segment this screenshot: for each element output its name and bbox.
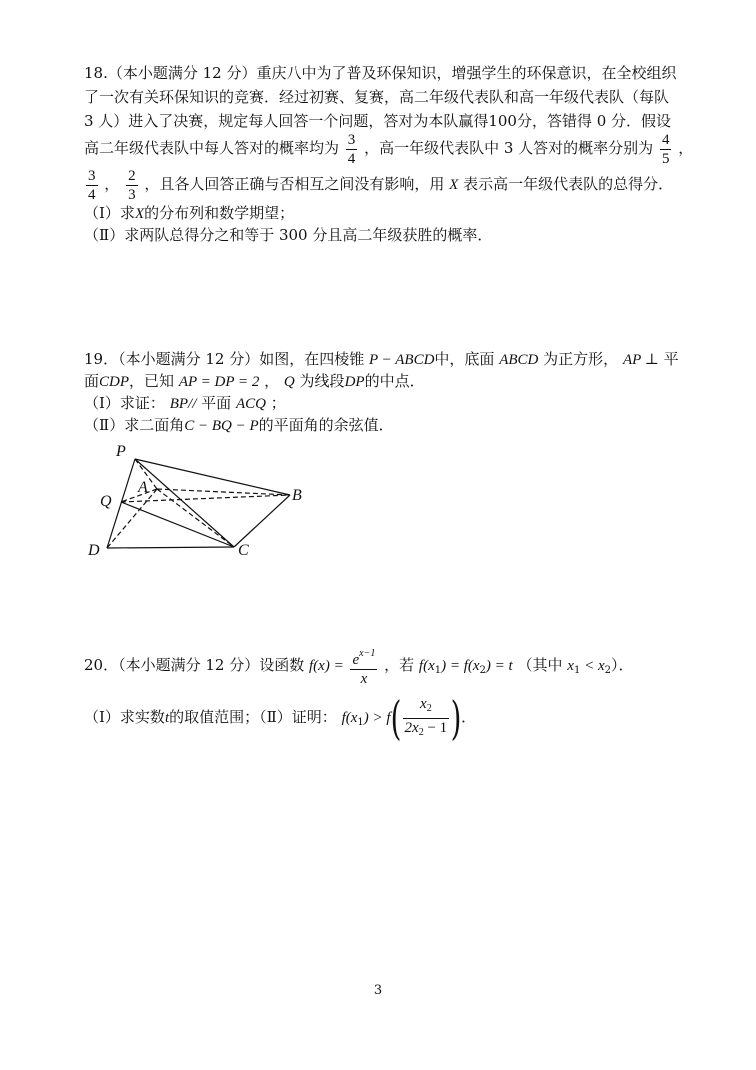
edge-cb	[234, 495, 290, 547]
fraction-denominator: 4	[347, 150, 356, 167]
fraction-numerator: 4	[661, 131, 670, 148]
fraction-e-over-x	[350, 645, 377, 688]
q20-text: （其中	[517, 656, 563, 674]
q19-text: 的中点．	[364, 372, 425, 390]
q20-expr: − 1	[423, 719, 448, 736]
q19-line-1	[84, 348, 679, 371]
fraction-numerator: 3	[88, 167, 96, 184]
edge-qb	[121, 495, 290, 502]
exp-base: e	[352, 651, 360, 668]
q19-expr: AP = DP = 2	[178, 374, 260, 390]
q20-expr: 2x	[404, 719, 419, 736]
edge-ac	[157, 489, 234, 547]
q20-line-1	[84, 642, 634, 694]
fraction-2-3	[126, 167, 138, 204]
q18-part-1	[84, 202, 294, 225]
q18-line-3: 3 人）进入了决赛，规定每人回答一个问题，答对为本队赢得100分，答错得 0 分．假设	[84, 112, 672, 130]
q20-text: 的取值范围；（Ⅱ）证明：	[169, 708, 337, 726]
q19-expr: P − ABCD	[369, 352, 435, 368]
edge-pc	[135, 459, 234, 547]
q20-expr: x	[420, 695, 427, 712]
q19-expr: BP//	[169, 396, 197, 412]
q19-part-2	[84, 414, 394, 437]
q18-line-4	[84, 128, 693, 168]
fraction-numerator	[403, 695, 450, 719]
subscript: 1	[573, 665, 581, 676]
q19-text: ；	[270, 394, 286, 412]
q19-text: 19．（本小题满分 12 分）如图，在四棱锥	[84, 350, 365, 368]
q19-expr: ABCD	[499, 352, 539, 368]
q19-text: 面	[84, 372, 100, 390]
label-d: D	[88, 542, 100, 559]
fraction-numerator: 2	[128, 167, 136, 184]
q20-line-2	[84, 692, 476, 748]
q19-text: 为正方形，	[543, 350, 619, 368]
q19-text: 为线段	[299, 372, 345, 390]
q18-part-1-text: 的分布列和数学期望；	[144, 204, 295, 222]
q19-expr: CDP	[99, 374, 130, 390]
variable-x: X	[134, 206, 145, 222]
fraction-denominator: 4	[88, 186, 96, 203]
q19-text: 的平面角的余弦值．	[258, 416, 394, 434]
label-c: C	[238, 542, 249, 559]
q19-expr: C − BQ − P	[184, 418, 259, 434]
q20-expr: x	[567, 658, 574, 674]
q20-text: ，若	[384, 656, 415, 674]
edge-dc	[107, 547, 234, 548]
pyramid-figure	[80, 440, 320, 565]
q19-line-2	[84, 370, 425, 393]
right-paren: )	[450, 691, 462, 745]
q19-text: ，	[264, 372, 280, 390]
separator: ，	[104, 175, 120, 193]
q18-part-2: （Ⅱ）求两队总得分之和等于 300 分且高二年级获胜的概率．	[84, 226, 493, 244]
left-paren: (	[390, 691, 401, 745]
subscript: 2	[604, 665, 611, 676]
q18-line-2: 了一次有关环保知识的竞赛．经过初赛、复赛，高二年级代表队和高一年级代表队（每队	[84, 88, 670, 106]
label-p: P	[116, 443, 126, 460]
variable-t: t	[164, 710, 170, 726]
q18-line-4-text-b: ，高一年级代表队中 3 人答对的概率分别为	[364, 139, 654, 157]
fraction-denominator: x	[360, 670, 368, 687]
fraction-denominator: 3	[128, 186, 136, 203]
q20-expr: f(x	[418, 658, 435, 674]
q19-expr: AP ⊥	[622, 352, 659, 368]
q18-line-5-text-b: 表示高一年级代表队的总得分．	[463, 175, 674, 193]
subscript: 2	[426, 702, 432, 714]
q19-expr: Q	[283, 374, 295, 390]
q18-line-5-text-a: ，且各人回答正确与否相互之间没有影响，用	[144, 175, 445, 193]
q19-text: 平面	[201, 394, 232, 412]
q19-text: （Ⅱ）求二面角	[84, 416, 185, 434]
q20-function: f(x) =	[309, 658, 344, 674]
q20-expr: ) > f	[363, 710, 391, 726]
edge-qc	[121, 502, 234, 547]
fraction-3-4-b	[86, 167, 98, 204]
q20-expr: < x	[580, 658, 605, 674]
q19-text: 平	[663, 350, 679, 368]
subscript: 1	[434, 665, 442, 676]
label-a: A	[138, 479, 148, 496]
q19-part-1	[84, 392, 286, 415]
q18-line-1: 18.（本小题满分 12 分）重庆八中为了普及环保知识，增强学生的环保意识，在全校组织	[84, 64, 677, 82]
label-b: B	[292, 487, 302, 504]
subscript: 2	[479, 665, 486, 676]
q20-text: ．	[461, 708, 477, 726]
variable-x: X	[449, 177, 459, 193]
q20-text: （Ⅰ）求实数	[84, 708, 165, 726]
q20-expr: f(x	[341, 710, 358, 726]
q19-text: （Ⅰ）求证：	[84, 394, 165, 412]
fraction-numerator: 3	[347, 131, 356, 148]
subscript: 2	[418, 726, 424, 738]
q19-expr: DP	[344, 374, 365, 390]
fraction-4-5	[660, 131, 672, 168]
q18-line-4-text-a: 高二年级代表队中每人答对的概率均为	[84, 139, 340, 157]
q19-text: 中，底面	[434, 350, 495, 368]
fraction-numerator	[350, 645, 377, 670]
q20-text: ）．	[611, 656, 634, 674]
fraction-x2-over	[403, 695, 450, 742]
fraction-denominator	[403, 719, 450, 742]
exponent: x−1	[359, 647, 376, 659]
q18-line-5	[84, 164, 673, 205]
fraction-denominator: 5	[661, 150, 670, 167]
q20-text: 20．（本小题满分 12 分）设函数	[84, 656, 305, 674]
q20-expr: ) = f(x	[441, 658, 480, 674]
q18-line-4-text-c: ，	[678, 139, 694, 157]
q18-part-1-label: （Ⅰ）求	[84, 204, 135, 222]
q19-text: ，已知	[129, 372, 175, 390]
page-number: 3	[373, 983, 383, 998]
label-q: Q	[100, 493, 112, 510]
q19-expr: ACQ	[235, 396, 266, 412]
fraction-3-4	[346, 131, 358, 168]
q20-expr: ) = t	[485, 658, 513, 674]
subscript: 1	[357, 717, 364, 728]
